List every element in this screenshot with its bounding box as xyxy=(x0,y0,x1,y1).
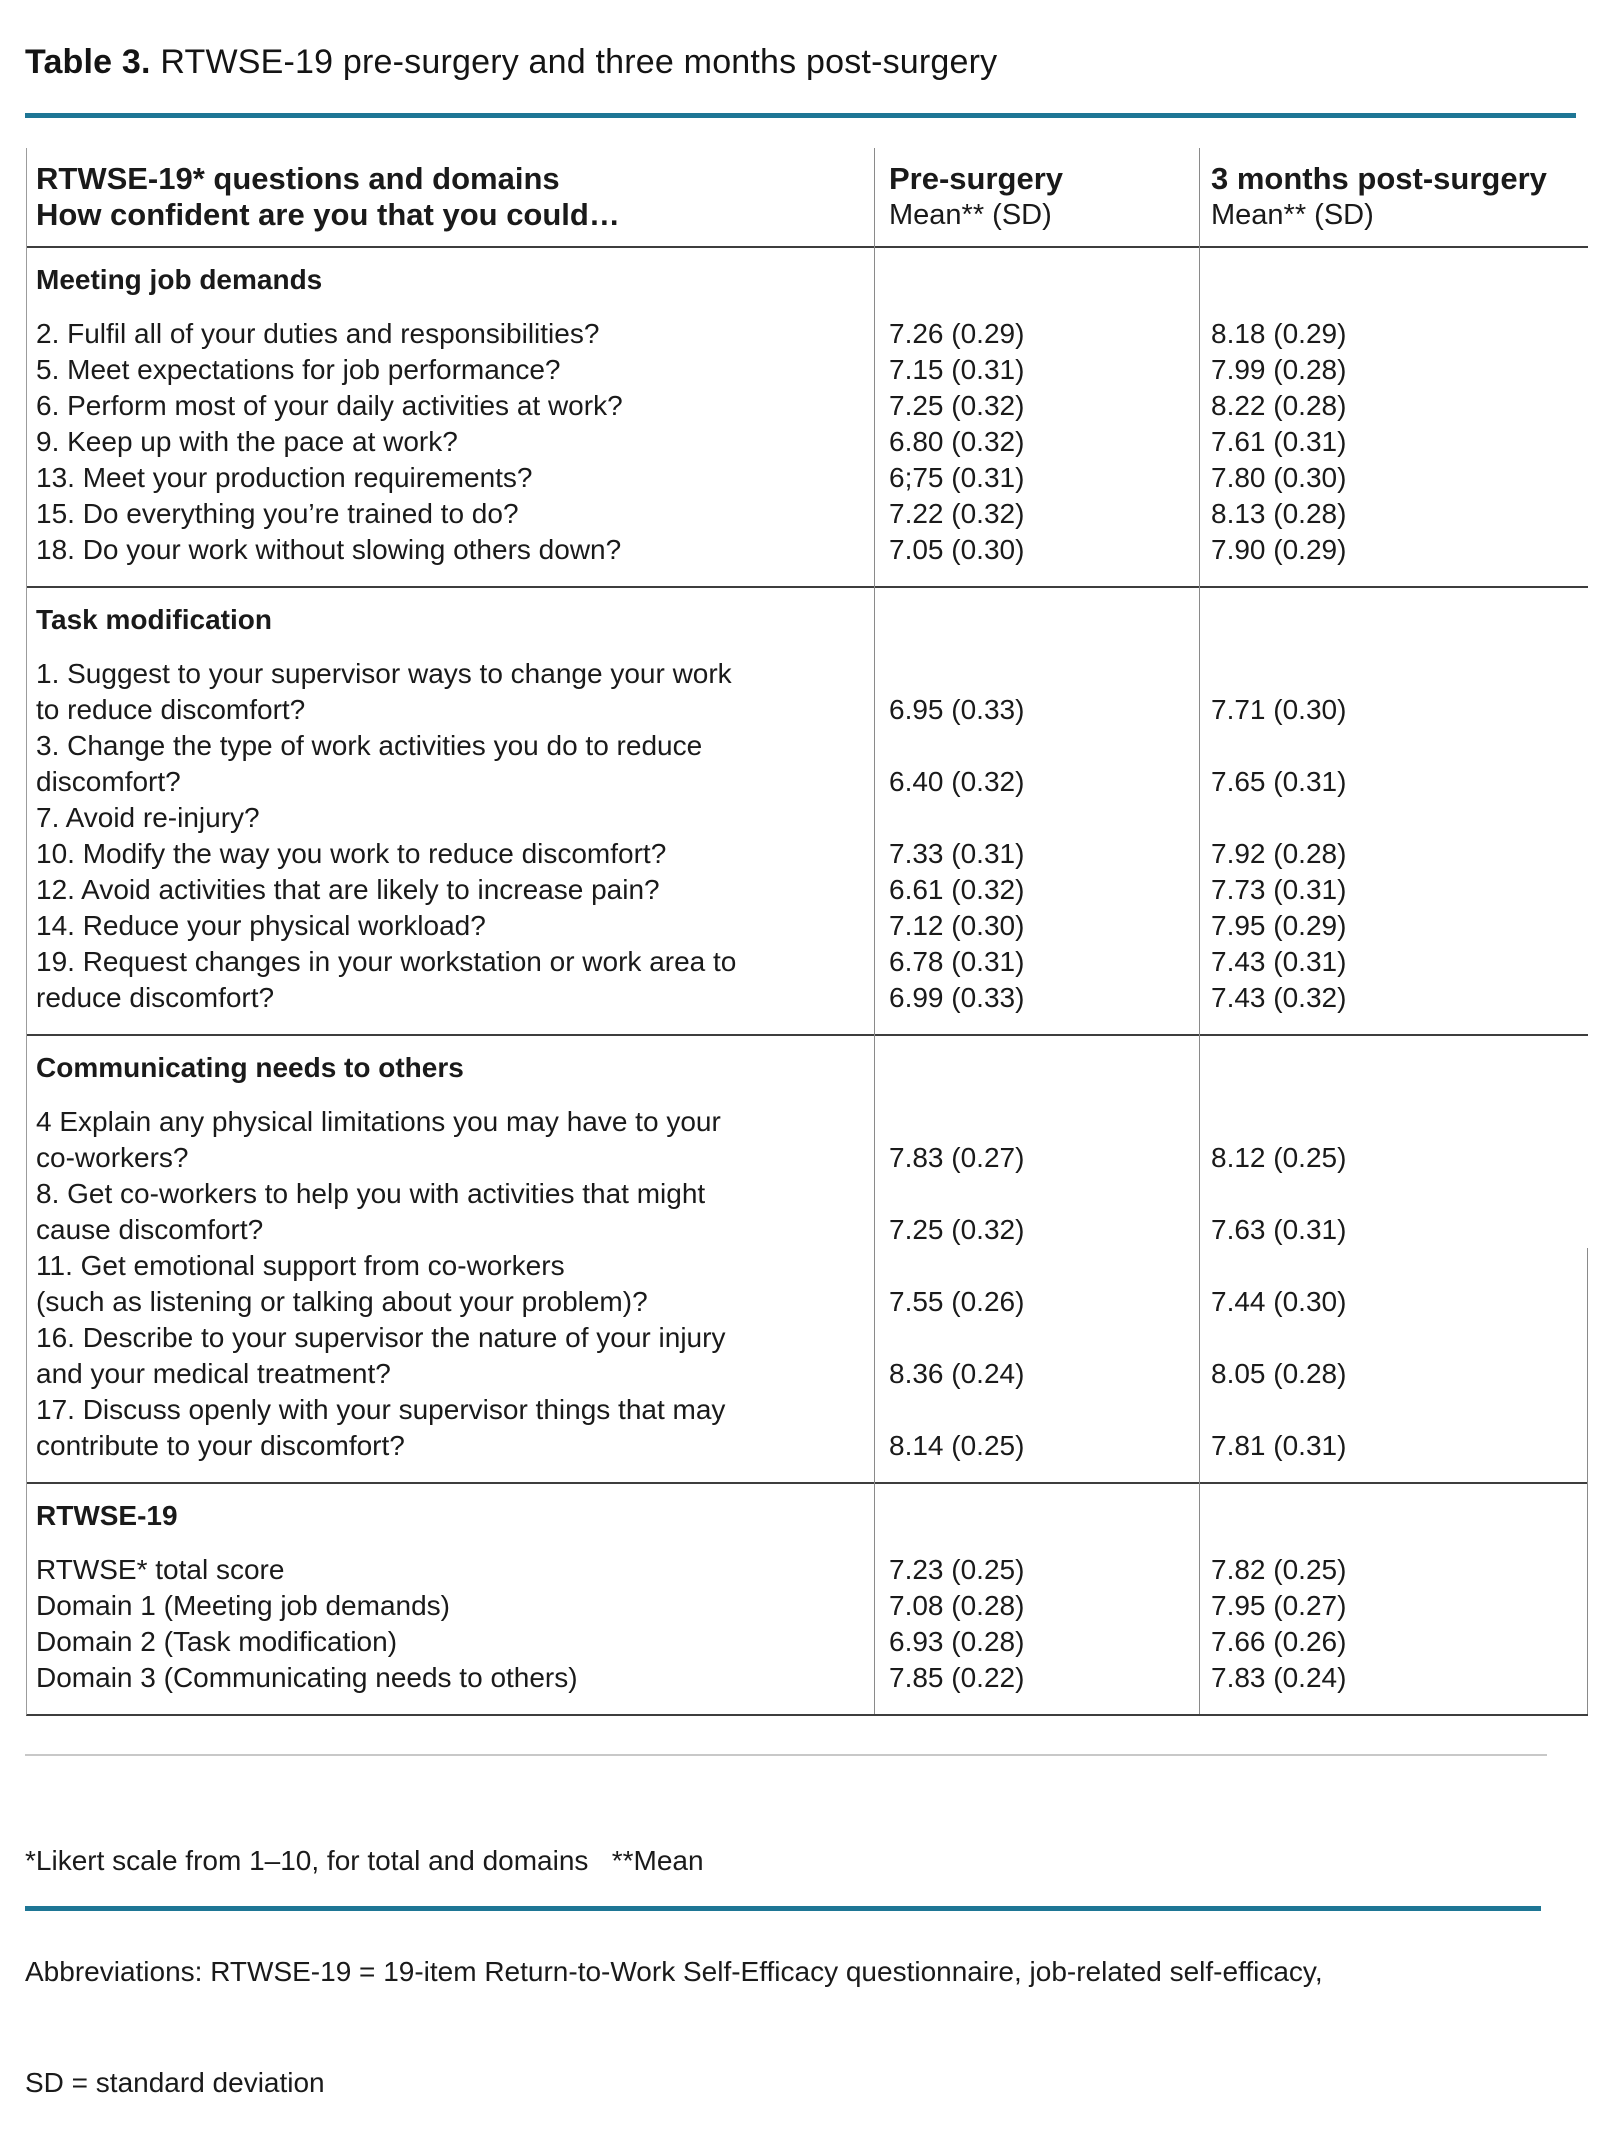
question-cell: 5. Meet expectations for job performance? xyxy=(36,354,561,385)
question-cell: 17. Discuss openly with your supervisor things that may xyxy=(36,1394,726,1425)
pre-surgery-value: 7.23 (0.25) xyxy=(889,1554,1025,1585)
question-cell: to reduce discomfort? xyxy=(36,694,306,725)
question-cell: 16. Describe to your supervisor the nature of your injury xyxy=(36,1322,726,1353)
header-row-2 xyxy=(27,197,1588,233)
table-body xyxy=(27,246,1588,1714)
section-title-spacer-pre xyxy=(874,1498,1199,1534)
table-row xyxy=(27,1660,1588,1696)
post-surgery-value xyxy=(1199,656,1588,692)
section-title: Meeting job demands xyxy=(36,264,323,295)
table-row xyxy=(27,1284,1588,1320)
post-surgery-value: 7.44 (0.30) xyxy=(1211,1286,1347,1317)
table-row xyxy=(27,460,1588,496)
section-title-row xyxy=(27,1498,1588,1534)
table-section xyxy=(27,1482,1588,1714)
question-cell: discomfort? xyxy=(36,766,181,797)
question-cell: (such as listening or talking about your problem)? xyxy=(36,1286,648,1317)
pre-surgery-value: 7.55 (0.26) xyxy=(889,1286,1025,1317)
question-cell: Domain 1 (Meeting job demands) xyxy=(36,1590,450,1621)
question-cell: 2. Fulfil all of your duties and responsibilities? xyxy=(36,318,600,349)
pre-surgery-value xyxy=(874,800,1199,836)
section-rows xyxy=(27,1104,1588,1464)
table-row xyxy=(27,800,1588,836)
table-row xyxy=(27,1552,1588,1588)
question-cell: 14. Reduce your physical workload? xyxy=(36,910,486,941)
table-row xyxy=(27,316,1588,352)
pre-surgery-value: 7.08 (0.28) xyxy=(889,1590,1025,1621)
pre-surgery-value: 7.22 (0.32) xyxy=(889,498,1025,529)
pre-surgery-value xyxy=(874,656,1199,692)
question-cell: 19. Request changes in your workstation or work area to xyxy=(36,946,737,977)
header-post-surgery: 3 months post-surgery xyxy=(1211,161,1547,196)
post-surgery-value xyxy=(1199,1176,1588,1212)
section-title: Communicating needs to others xyxy=(36,1052,464,1083)
pre-surgery-value: 6.40 (0.32) xyxy=(889,766,1025,797)
table-row xyxy=(27,1104,1588,1140)
post-surgery-value xyxy=(1199,1104,1588,1140)
table-caption-number: Table 3. xyxy=(25,43,151,81)
table-row xyxy=(27,728,1588,764)
table-header xyxy=(27,148,1588,246)
table-row xyxy=(27,944,1588,980)
question-cell: 4 Explain any physical limitations you may have to your xyxy=(36,1106,721,1137)
pre-surgery-value xyxy=(874,1392,1199,1428)
section-title-spacer-post xyxy=(1199,262,1588,298)
table-section xyxy=(27,586,1588,1034)
table-row xyxy=(27,1140,1588,1176)
table-row xyxy=(27,1624,1588,1660)
question-cell: 13. Meet your production requirements? xyxy=(36,462,533,493)
section-title-spacer-post xyxy=(1199,1498,1588,1534)
section-rows xyxy=(27,1552,1588,1696)
pre-surgery-value: 8.14 (0.25) xyxy=(889,1430,1025,1461)
table-row xyxy=(27,388,1588,424)
question-cell: reduce discomfort? xyxy=(36,982,275,1013)
pre-surgery-value: 6.78 (0.31) xyxy=(889,946,1025,977)
pre-surgery-value: 7.05 (0.30) xyxy=(889,534,1025,565)
pre-surgery-value: 6.99 (0.33) xyxy=(889,982,1025,1013)
pre-surgery-value: 6.80 (0.32) xyxy=(889,426,1025,457)
post-surgery-value xyxy=(1199,800,1588,836)
section-title: RTWSE-19 xyxy=(36,1500,178,1531)
table-row xyxy=(27,532,1588,568)
post-surgery-value: 7.61 (0.31) xyxy=(1211,426,1347,457)
pre-surgery-value: 7.12 (0.30) xyxy=(889,910,1025,941)
post-surgery-value: 7.71 (0.30) xyxy=(1211,694,1347,725)
pre-surgery-value: 6;75 (0.31) xyxy=(889,462,1025,493)
pre-surgery-value: 7.26 (0.29) xyxy=(889,318,1025,349)
pre-surgery-value xyxy=(874,1176,1199,1212)
post-surgery-value xyxy=(1199,728,1588,764)
post-surgery-value: 7.83 (0.24) xyxy=(1211,1662,1347,1693)
table-row xyxy=(27,692,1588,728)
column-divider-2 xyxy=(1199,148,1200,1714)
section-rows xyxy=(27,656,1588,1016)
table-row xyxy=(27,1248,1588,1284)
post-surgery-value xyxy=(1199,1320,1588,1356)
table-row xyxy=(27,424,1588,460)
header-questions-subtitle: How confident are you that you could… xyxy=(36,197,620,232)
pre-surgery-value: 6.61 (0.32) xyxy=(889,874,1025,905)
table-row xyxy=(27,980,1588,1016)
table-caption-text: RTWSE-19 pre-surgery and three months post-surgery xyxy=(150,43,998,81)
post-surgery-value: 7.43 (0.31) xyxy=(1211,946,1347,977)
table-row xyxy=(27,496,1588,532)
header-pre-surgery: Pre-surgery xyxy=(889,161,1064,196)
post-surgery-value: 7.63 (0.31) xyxy=(1211,1214,1347,1245)
footnote-likert-scale: *Likert scale from 1–10, for total and domains **Mean xyxy=(25,1845,704,1876)
question-cell: 9. Keep up with the pace at work? xyxy=(36,426,458,457)
table-row xyxy=(27,908,1588,944)
header-questions-title: RTWSE-19* questions and domains xyxy=(36,161,560,196)
question-cell: 3. Change the type of work activities you do to reduce xyxy=(36,730,703,761)
question-cell: 6. Perform most of your daily activities at work? xyxy=(36,390,623,421)
post-surgery-value: 7.90 (0.29) xyxy=(1211,534,1347,565)
footnotes xyxy=(25,1768,1323,2138)
table-section xyxy=(27,246,1588,586)
section-title-spacer-post xyxy=(1199,1050,1588,1086)
post-surgery-value: 8.05 (0.28) xyxy=(1211,1358,1347,1389)
table-row xyxy=(27,1428,1588,1464)
post-surgery-value xyxy=(1199,1248,1588,1284)
section-title-row xyxy=(27,602,1588,638)
table-row xyxy=(27,872,1588,908)
question-cell: RTWSE* total score xyxy=(36,1554,285,1585)
question-cell: 12. Avoid activities that are likely to increase pain? xyxy=(36,874,660,905)
question-cell: 15. Do everything you’re trained to do? xyxy=(36,498,519,529)
question-cell: contribute to your discomfort? xyxy=(36,1430,405,1461)
header-pre-surgery-mean-sd: Mean** (SD) xyxy=(889,199,1052,231)
question-cell: Domain 2 (Task modification) xyxy=(36,1626,398,1657)
post-surgery-value: 8.22 (0.28) xyxy=(1211,390,1347,421)
post-surgery-value: 7.82 (0.25) xyxy=(1211,1554,1347,1585)
question-cell: 10. Modify the way you work to reduce discomfort? xyxy=(36,838,667,869)
table-row xyxy=(27,1176,1588,1212)
section-title-spacer-pre xyxy=(874,1050,1199,1086)
post-surgery-value: 8.18 (0.29) xyxy=(1211,318,1347,349)
pre-surgery-value xyxy=(874,1320,1199,1356)
section-rows xyxy=(27,316,1588,568)
table-row xyxy=(27,1320,1588,1356)
section-title-row xyxy=(27,1050,1588,1086)
pre-surgery-value xyxy=(874,728,1199,764)
pre-surgery-value: 7.83 (0.27) xyxy=(889,1142,1025,1173)
pre-surgery-value: 7.15 (0.31) xyxy=(889,354,1025,385)
header-post-surgery-mean-sd: Mean** (SD) xyxy=(1211,199,1374,231)
pre-surgery-value: 7.25 (0.32) xyxy=(889,1214,1025,1245)
question-cell: 11. Get emotional support from co-workers xyxy=(36,1250,565,1281)
question-cell: 1. Suggest to your supervisor ways to change your work xyxy=(36,658,732,689)
section-title-row xyxy=(27,262,1588,298)
question-cell: Domain 3 (Communicating needs to others) xyxy=(36,1662,578,1693)
question-cell: 7. Avoid re-injury? xyxy=(36,802,260,833)
pre-surgery-value xyxy=(874,1248,1199,1284)
post-surgery-value: 7.81 (0.31) xyxy=(1211,1430,1347,1461)
post-surgery-value: 7.95 (0.27) xyxy=(1211,1590,1347,1621)
post-surgery-value: 7.66 (0.26) xyxy=(1211,1626,1347,1657)
table-row xyxy=(27,1392,1588,1428)
footnote-sd: SD = standard deviation xyxy=(25,2067,325,2098)
pre-surgery-value: 6.93 (0.28) xyxy=(889,1626,1025,1657)
post-surgery-value: 7.99 (0.28) xyxy=(1211,354,1347,385)
footnote-abbreviations: Abbreviations: RTWSE-19 = 19-item Return-to-Work Self-Efficacy questionnaire, job-related self-efficacy, xyxy=(25,1956,1323,1987)
post-surgery-value: 7.43 (0.32) xyxy=(1211,982,1347,1013)
table-section xyxy=(27,1034,1588,1482)
post-surgery-value: 7.65 (0.31) xyxy=(1211,766,1347,797)
table-row xyxy=(27,352,1588,388)
table-row xyxy=(27,1588,1588,1624)
table-caption xyxy=(25,42,997,82)
post-surgery-value: 7.95 (0.29) xyxy=(1211,910,1347,941)
pre-surgery-value: 7.33 (0.31) xyxy=(889,838,1025,869)
post-surgery-value: 7.73 (0.31) xyxy=(1211,874,1347,905)
bottom-accent-rule xyxy=(25,1906,1541,1911)
pre-surgery-value: 8.36 (0.24) xyxy=(889,1358,1025,1389)
post-surgery-value: 8.12 (0.25) xyxy=(1211,1142,1347,1173)
partial-right-border xyxy=(1587,1248,1588,1714)
footnote-divider-rule xyxy=(25,1754,1547,1756)
post-surgery-value: 7.92 (0.28) xyxy=(1211,838,1347,869)
question-cell: 18. Do your work without slowing others down? xyxy=(36,534,622,565)
top-accent-rule xyxy=(25,113,1576,118)
question-cell: co-workers? xyxy=(36,1142,189,1173)
question-cell: and your medical treatment? xyxy=(36,1358,391,1389)
header-row-1 xyxy=(27,161,1588,197)
post-surgery-value xyxy=(1199,1392,1588,1428)
table-row xyxy=(27,836,1588,872)
post-surgery-value: 7.80 (0.30) xyxy=(1211,462,1347,493)
table-row xyxy=(27,1212,1588,1248)
pre-surgery-value: 7.25 (0.32) xyxy=(889,390,1025,421)
table-row xyxy=(27,656,1588,692)
table-row xyxy=(27,764,1588,800)
column-divider-1 xyxy=(874,148,875,1714)
section-title-spacer-post xyxy=(1199,602,1588,638)
table-row xyxy=(27,1356,1588,1392)
rtwse-table xyxy=(26,148,1588,1716)
section-title-spacer-pre xyxy=(874,262,1199,298)
pre-surgery-value xyxy=(874,1104,1199,1140)
section-title-spacer-pre xyxy=(874,602,1199,638)
section-title: Task modification xyxy=(36,604,272,635)
pre-surgery-value: 6.95 (0.33) xyxy=(889,694,1025,725)
pre-surgery-value: 7.85 (0.22) xyxy=(889,1662,1025,1693)
question-cell: 8. Get co-workers to help you with activities that might xyxy=(36,1178,706,1209)
question-cell: cause discomfort? xyxy=(36,1214,264,1245)
post-surgery-value: 8.13 (0.28) xyxy=(1211,498,1347,529)
